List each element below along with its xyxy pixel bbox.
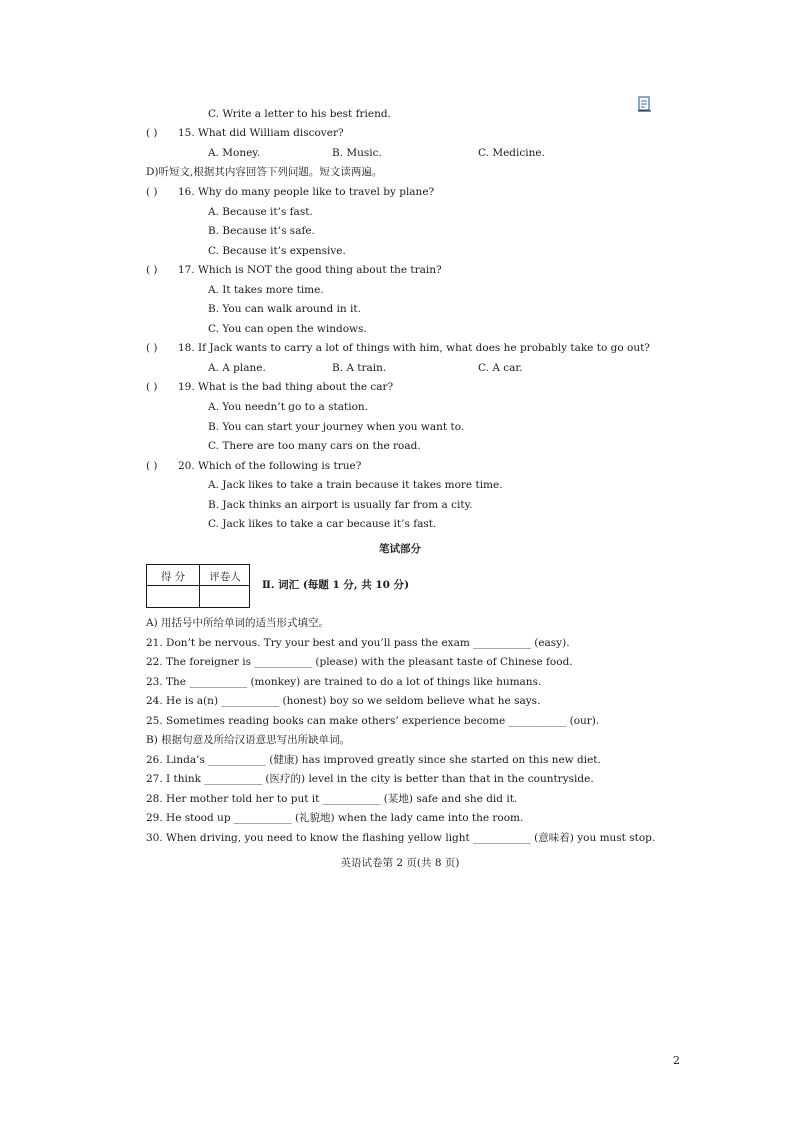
q19-option-a: A. You needn’t go to a station.: [208, 401, 368, 413]
question-28: 28. Her mother told her to put it ___________ (某地) safe and she did it.: [146, 793, 518, 805]
q17-stem: 17. Which is NOT the good thing about the train?: [178, 264, 442, 276]
question-24: 24. He is a(n) ___________ (honest) boy so we seldom believe what he says.: [146, 695, 541, 707]
grader-label: 评卷人: [209, 571, 241, 583]
q15-stem: 15. What did William discover?: [178, 127, 344, 139]
q16-option-c: C. Because it’s expensive.: [208, 245, 346, 257]
q19-option-c: C. There are too many cars on the road.: [208, 440, 421, 452]
page-number: 2: [673, 1054, 680, 1067]
q20-option-b: B. Jack thinks an airport is usually far from a city.: [208, 499, 473, 511]
vocabulary-section-title: Ⅱ. 词汇 (每题 1 分, 共 10 分): [262, 579, 410, 591]
q18-option-b: B. A train.: [332, 362, 387, 374]
score-label: 得 分: [160, 571, 186, 583]
question-21: 21. Don’t be nervous. Try your best and you’ll pass the exam ___________ (easy).: [146, 637, 570, 649]
question-30: 30. When driving, you need to know the flashing yellow light ___________ (意味着) you must stop.: [146, 832, 656, 844]
q20-option-a: A. Jack likes to take a train because it takes more time.: [208, 479, 503, 491]
score-table: [146, 564, 250, 608]
page-footer: 英语试卷第 2 页(共 8 页): [340, 857, 460, 869]
q16-blank[interactable]: ( ): [146, 186, 158, 198]
q18-stem: 18. If Jack wants to carry a lot of things with him, what does he probably take to go out?: [178, 342, 650, 354]
question-22: 22. The foreigner is ___________ (please) with the pleasant taste of Chinese food.: [146, 656, 573, 668]
q19-blank[interactable]: ( ): [146, 381, 158, 393]
q15-option-c: C. Medicine.: [478, 147, 545, 159]
q16-stem: 16. Why do many people like to travel by plane?: [178, 186, 435, 198]
document-icon: [638, 96, 652, 112]
q20-blank[interactable]: ( ): [146, 460, 158, 472]
q20-stem: 20. Which of the following is true?: [178, 460, 362, 472]
question-26: 26. Linda’s ___________ (健康) has improved greatly since she started on this new diet.: [146, 754, 601, 766]
q16-option-a: A. Because it’s fast.: [208, 206, 313, 218]
question-25: 25. Sometimes reading books can make others’ experience become ___________ (our).: [146, 715, 600, 727]
q18-blank[interactable]: ( ): [146, 342, 158, 354]
q17-option-c: C. You can open the windows.: [208, 323, 367, 335]
q17-option-b: B. You can walk around in it.: [208, 303, 361, 315]
q17-option-a: A. It takes more time.: [208, 284, 324, 296]
question-23: 23. The ___________ (monkey) are trained to do a lot of things like humans.: [146, 676, 542, 688]
q20-option-c: C. Jack likes to take a car because it’s fast.: [208, 518, 437, 530]
q15-blank[interactable]: ( ): [146, 127, 158, 139]
q19-option-b: B. You can start your journey when you want to.: [208, 421, 465, 433]
question-29: 29. He stood up ___________ (礼貌地) when the lady came into the room.: [146, 812, 524, 824]
q17-blank[interactable]: ( ): [146, 264, 158, 276]
section-a-instruction: A) 用括号中所给单词的适当形式填空。: [146, 617, 330, 629]
q15-option-a: A. Money.: [208, 147, 261, 159]
q18-option-c: C. A car.: [478, 362, 523, 374]
section-d-instruction: D)听短文,根据其内容回答下列问题。短文读两遍。: [146, 166, 383, 178]
section-b-instruction: B) 根据句意及所给汉语意思写出所缺单词。: [146, 734, 351, 746]
q19-stem: 19. What is the bad thing about the car?: [178, 381, 394, 393]
q14-option-c: C. Write a letter to his best friend.: [208, 108, 391, 120]
written-section-heading: 笔试部分: [379, 543, 421, 555]
q16-option-b: B. Because it’s safe.: [208, 225, 315, 237]
q15-option-b: B. Music.: [332, 147, 382, 159]
q18-option-a: A. A plane.: [208, 362, 266, 374]
question-27: 27. I think ___________ (医疗的) level in the city is better than that in the countryside.: [146, 773, 594, 785]
